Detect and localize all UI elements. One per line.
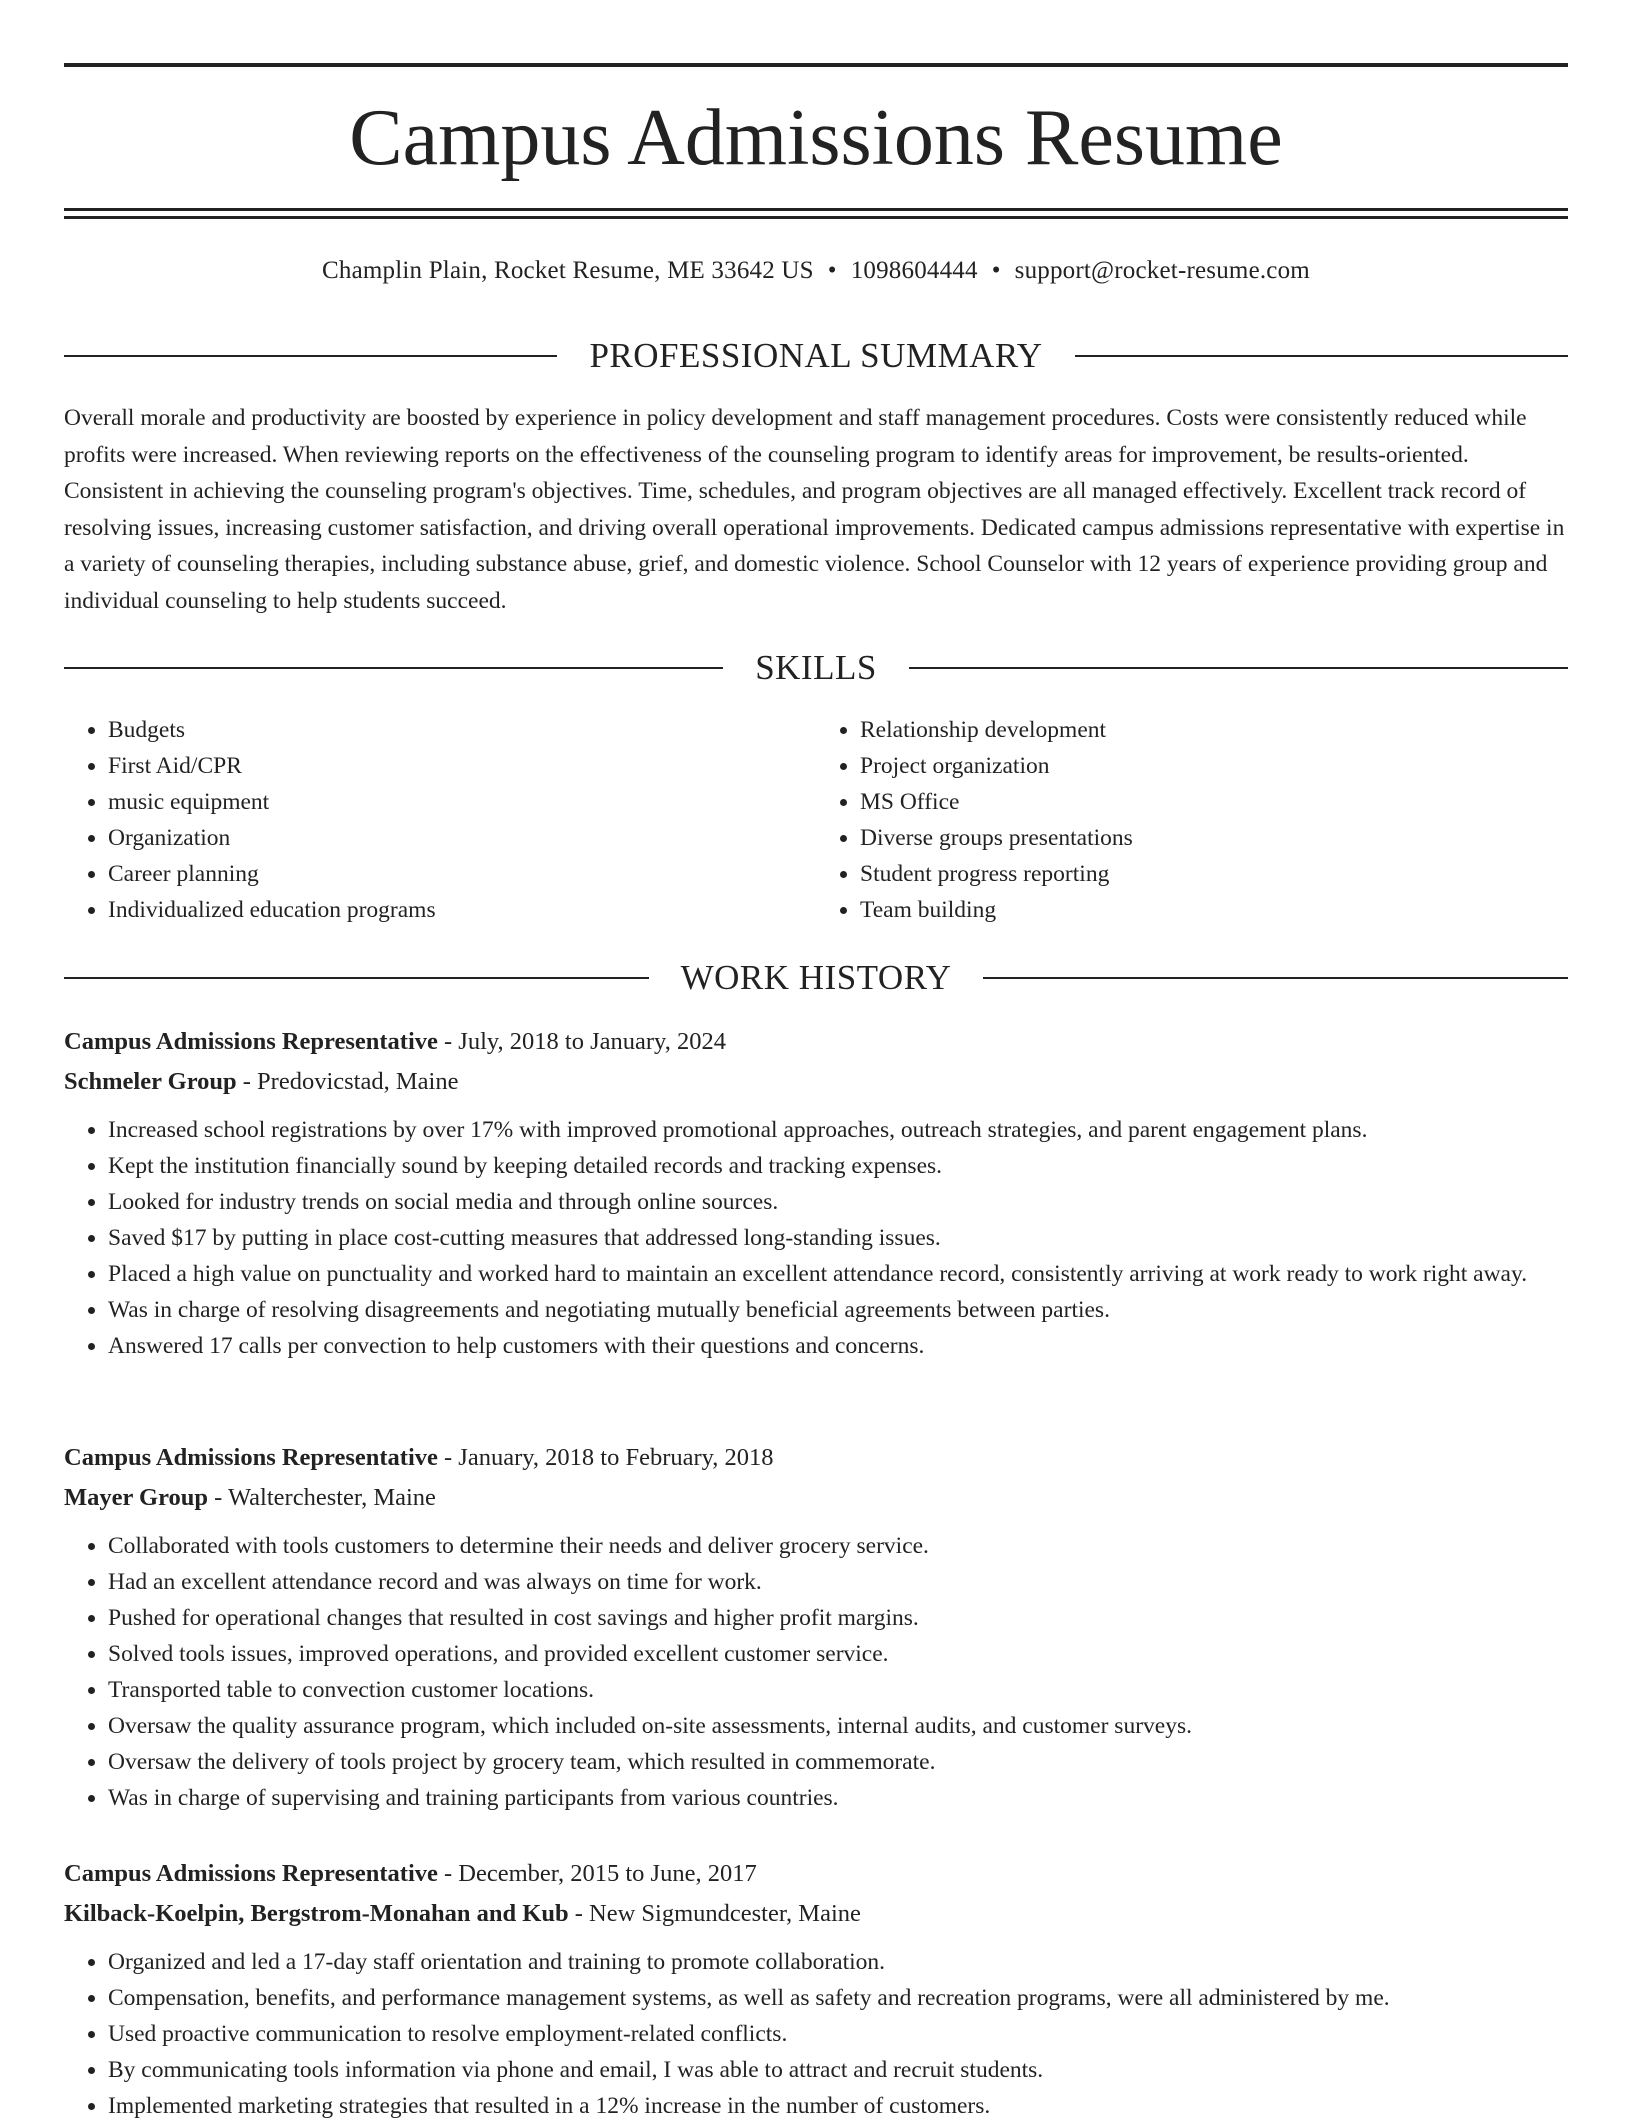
contact-email: support@rocket-resume.com [1014, 257, 1310, 284]
skill-item: • music equipment [108, 784, 816, 820]
heading-rule-right [1075, 355, 1568, 357]
skill-item: • Project organization [860, 748, 1568, 784]
job-bullet: • Was in charge of resolving disagreements and negotiating mutually beneficial agreements between parties. [108, 1292, 1568, 1328]
job-company-line [64, 1894, 1568, 1934]
job-company-line [64, 1062, 1568, 1102]
contact-phone: 1098604444 [850, 257, 978, 284]
job-company: Mayer Group [64, 1484, 209, 1511]
job-title: Campus Admissions Representative [64, 1860, 438, 1887]
job-dates: - December, 2015 to June, 2017 [437, 1860, 757, 1887]
job-bullet: • Placed a high value on punctuality and worked hard to maintain an excellent attendance record, consistently arriving at work ready to work right away. [108, 1256, 1568, 1292]
job-bullet: • Solved tools issues, improved operations, and provided excellent customer service. [108, 1636, 1568, 1672]
job-entry [64, 1022, 1568, 1364]
contact-separator: • [827, 257, 837, 284]
job-dates: - July, 2018 to January, 2024 [437, 1028, 726, 1055]
resume-title: Campus Admissions Resume [349, 94, 1283, 182]
job-title-line [64, 1022, 1568, 1062]
job-title-line [64, 1854, 1568, 1894]
skills-column-right [816, 712, 1568, 928]
summary-text: Overall morale and productivity are boosted by experience in policy development and staff management procedures. Costs were consistently reduced while profits were increased. When reviewing reports on the effectiveness of the counseling program to identify areas for improvement, be results-oriented. Consistent in achieving the counseling program's objectives. Time, schedules, and program objectives are all managed effectively. Excellent track record of resolving issues, increasing customer satisfaction, and driving overall operational improvements. Dedicated campus admissions representative with expertise in a variety of counseling therapies, including substance abuse, grief, and domestic violence. School Counselor with 12 years of experience providing group and individual counseling to help students succeed. [64, 405, 1565, 614]
contact-line [64, 254, 1568, 288]
contact-separator: • [991, 257, 1001, 284]
job-bullets [64, 1528, 1568, 1816]
title-rule-lower [64, 216, 1568, 219]
skill-item: • Individualized education programs [108, 892, 816, 928]
heading-rule-left [64, 667, 723, 669]
job-bullet: • By communicating tools information via phone and email, I was able to attract and recruit students. [108, 2052, 1568, 2088]
job-bullet: • Implemented marketing strategies that resulted in a 12% increase in the number of customers. [108, 2088, 1568, 2124]
skill-item: • Budgets [108, 712, 816, 748]
skills-heading [64, 647, 1568, 689]
summary-heading-label: PROFESSIONAL SUMMARY [589, 336, 1043, 375]
skill-item: • First Aid/CPR [108, 748, 816, 784]
job-bullet: • Was in charge of supervising and training participants from various countries. [108, 1780, 1568, 1816]
job-bullet: • Looked for industry trends on social media and through online sources. [108, 1184, 1568, 1220]
heading-rule-left [64, 355, 557, 357]
job-location: - New Sigmundcester, Maine [568, 1900, 861, 1927]
skill-item: • Relationship development [860, 712, 1568, 748]
job-bullet: • Organized and led a 17-day staff orientation and training to promote collaboration. [108, 1944, 1568, 1980]
work-heading [64, 957, 1568, 999]
job-dates: - January, 2018 to February, 2018 [437, 1444, 774, 1471]
job-bullet: • Had an excellent attendance record and was always on time for work. [108, 1564, 1568, 1600]
heading-rule-right [909, 667, 1568, 669]
summary-heading [64, 335, 1568, 377]
job-bullet: • Kept the institution financially sound by keeping detailed records and tracking expenses. [108, 1148, 1568, 1184]
skill-item: • MS Office [860, 784, 1568, 820]
job-company-line [64, 1478, 1568, 1518]
job-location: - Walterchester, Maine [208, 1484, 436, 1511]
job-title-line [64, 1438, 1568, 1478]
job-bullet: • Used proactive communication to resolve employment-related conflicts. [108, 2016, 1568, 2052]
title-rule-upper [64, 208, 1568, 211]
skill-item: • Student progress reporting [860, 856, 1568, 892]
skill-item: • Team building [860, 892, 1568, 928]
job-bullet: • Pushed for operational changes that resulted in cost savings and higher profit margins. [108, 1600, 1568, 1636]
job-entry [64, 1854, 1568, 2124]
job-bullet: • Answered 17 calls per convection to help customers with their questions and concerns. [108, 1328, 1568, 1364]
job-bullet: • Collaborated with tools customers to determine their needs and deliver grocery service. [108, 1528, 1568, 1564]
top-rule [64, 63, 1568, 67]
job-bullet: • Compensation, benefits, and performance management systems, as well as safety and recreation programs, were all administered by me. [108, 1980, 1568, 2016]
skill-item: • Diverse groups presentations [860, 820, 1568, 856]
skills-heading-label: SKILLS [755, 648, 877, 687]
skill-item: • Organization [108, 820, 816, 856]
job-entry [64, 1438, 1568, 1816]
job-bullet: • Increased school registrations by over 17% with improved promotional approaches, outreach strategies, and parent engagement plans. [108, 1112, 1568, 1148]
work-heading-label: WORK HISTORY [680, 958, 952, 997]
job-location: - Predovicstad, Maine [236, 1068, 459, 1095]
heading-rule-right [983, 977, 1568, 979]
job-bullet: • Saved $17 by putting in place cost-cutting measures that addressed long-standing issues. [108, 1220, 1568, 1256]
skills-column-left [64, 712, 816, 928]
job-bullet: • Oversaw the quality assurance program, which included on-site assessments, internal audits, and customer surveys. [108, 1708, 1568, 1744]
job-title: Campus Admissions Representative [64, 1444, 438, 1471]
job-bullet: • Transported table to convection customer locations. [108, 1672, 1568, 1708]
job-title: Campus Admissions Representative [64, 1028, 438, 1055]
skill-item: • Career planning [108, 856, 816, 892]
heading-rule-left [64, 977, 649, 979]
skills-list [64, 712, 1568, 928]
job-bullets [64, 1112, 1568, 1364]
job-bullet: • Oversaw the delivery of tools project by grocery team, which resulted in commemorate. [108, 1744, 1568, 1780]
contact-address: Champlin Plain, Rocket Resume, ME 33642 US [322, 257, 814, 284]
job-company: Schmeler Group [64, 1068, 237, 1095]
job-bullets [64, 1944, 1568, 2124]
job-company: Kilback-Koelpin, Bergstrom-Monahan and Kub [64, 1900, 569, 1927]
